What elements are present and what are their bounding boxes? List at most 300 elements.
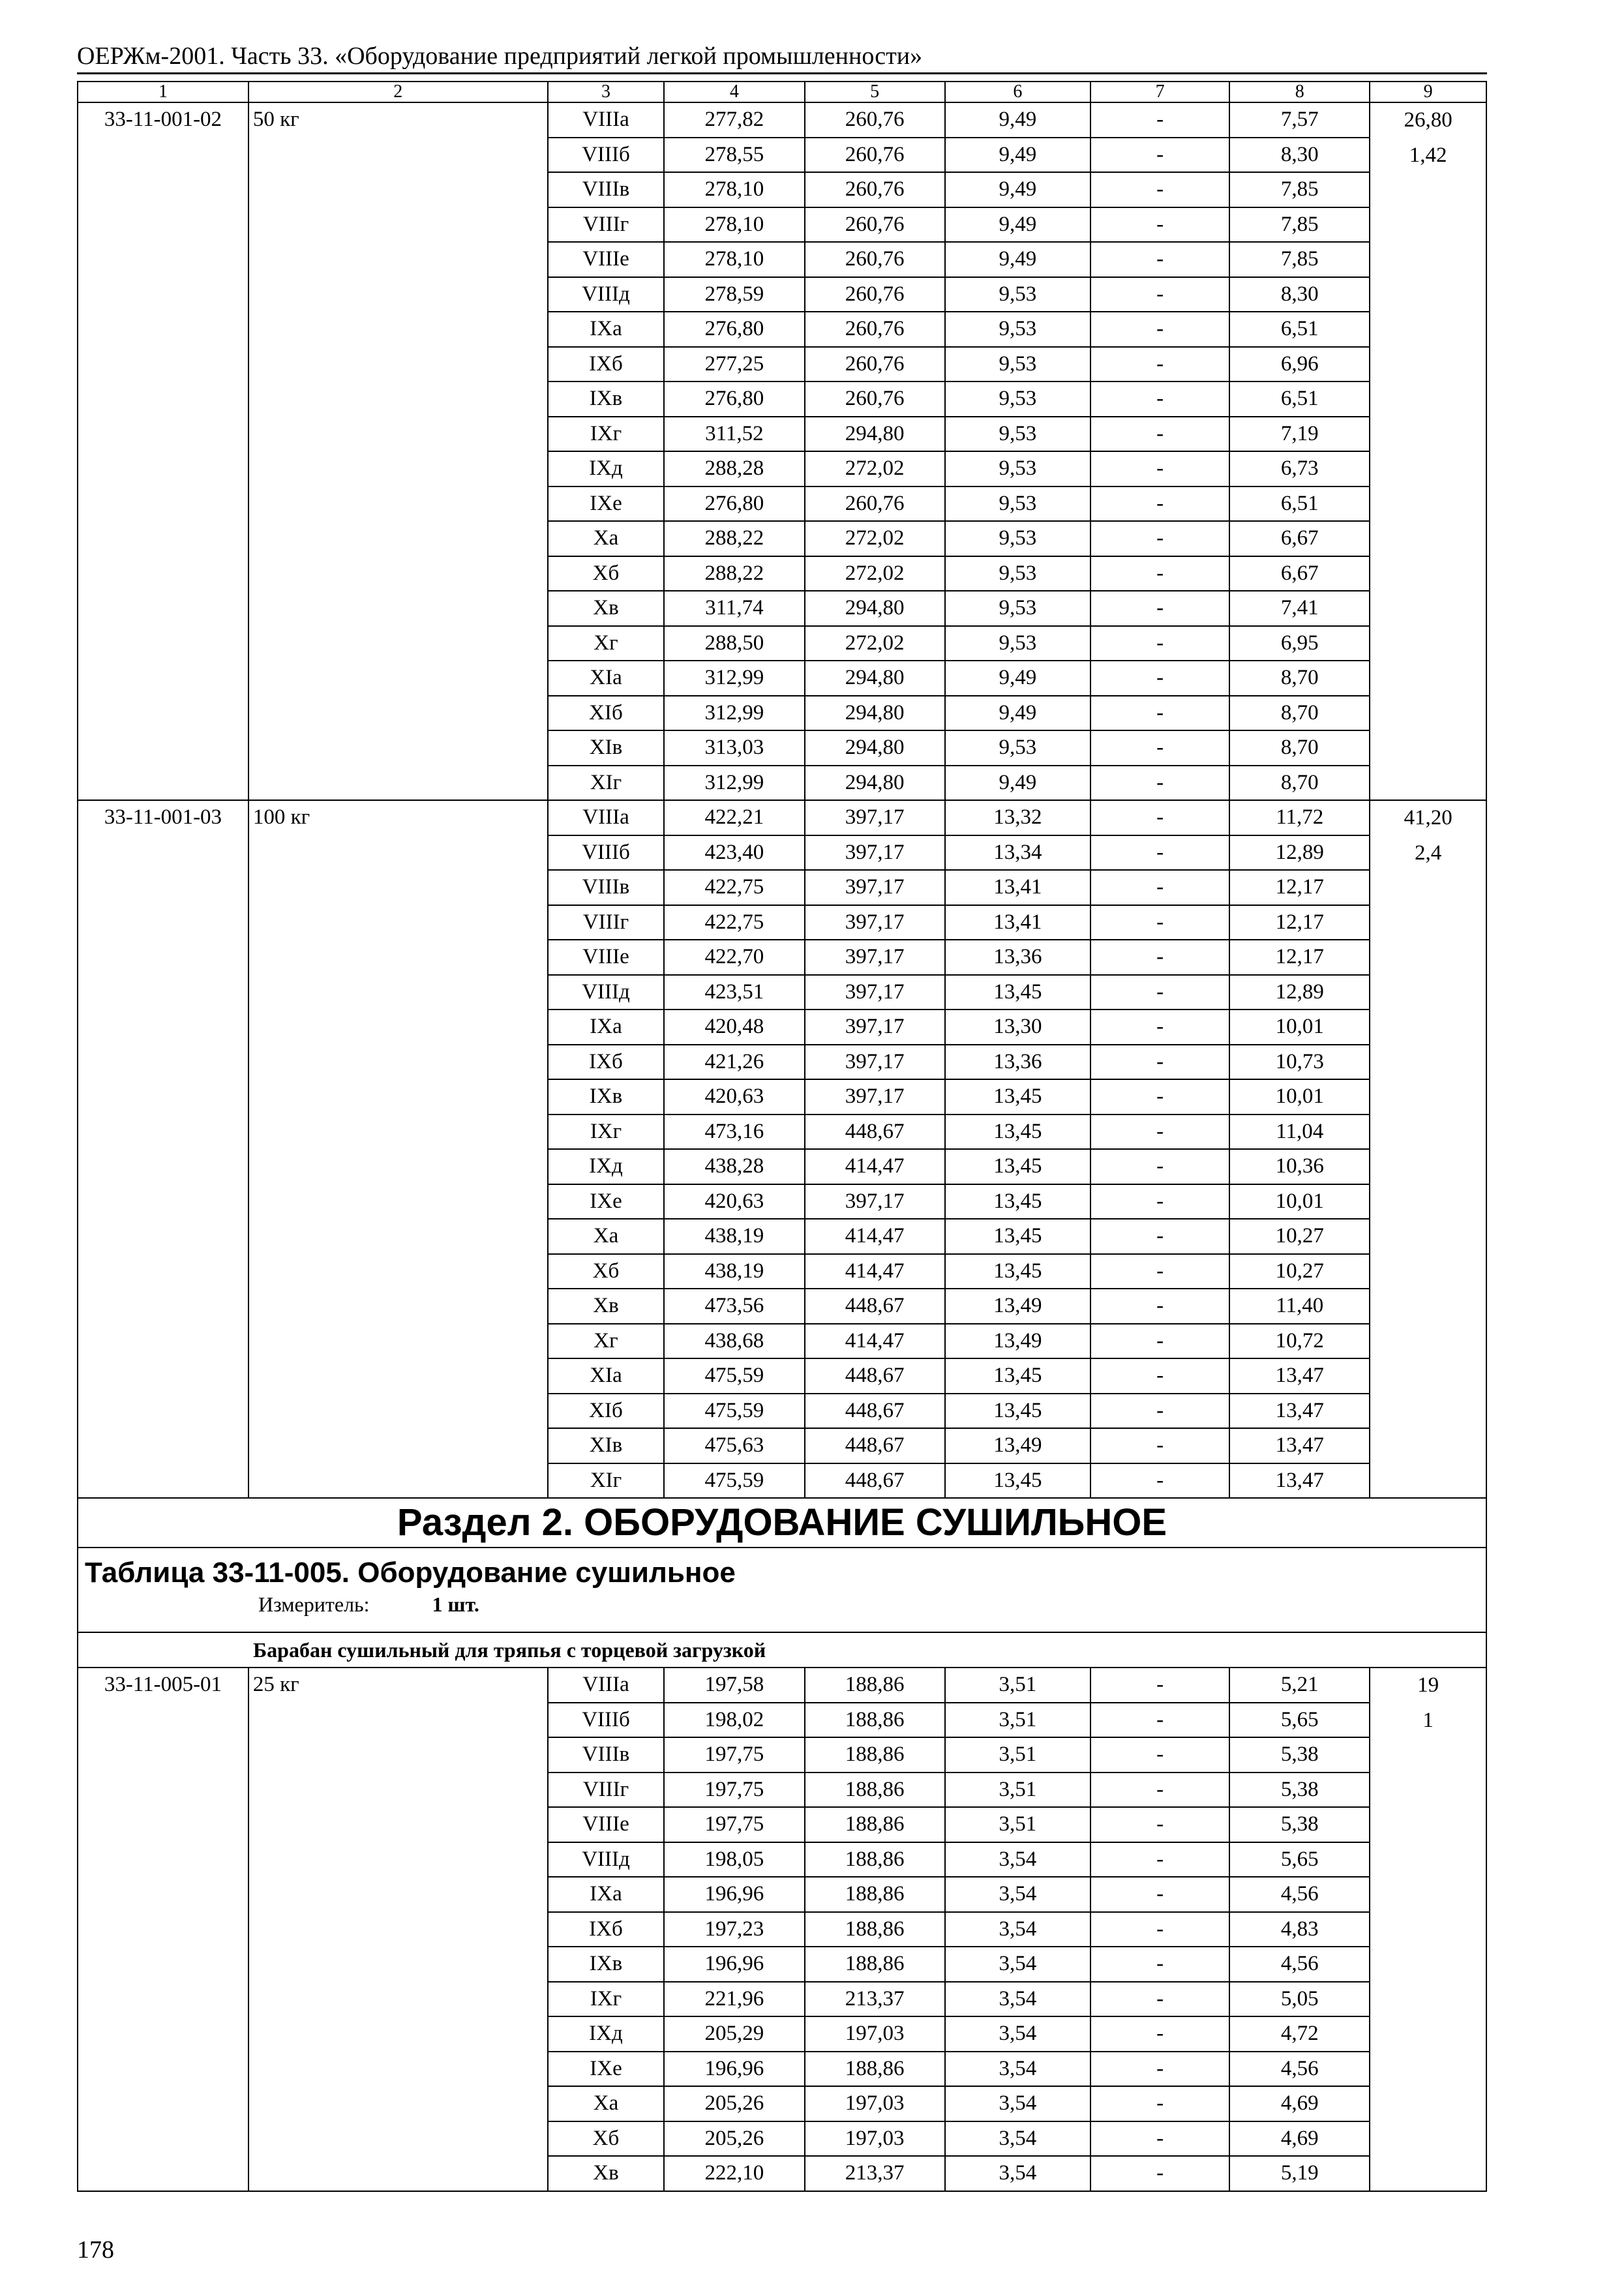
wages-cell: 272,02 — [805, 556, 945, 591]
region-cell: VIIIб — [548, 1703, 665, 1738]
total-cost-cell: 196,96 — [664, 1877, 804, 1912]
total-cost-cell: 438,68 — [664, 1324, 804, 1359]
total-cost-cell: 311,74 — [664, 591, 804, 626]
region-cell: VIIIе — [548, 242, 665, 277]
labor-cell: 10,01 — [1229, 1010, 1370, 1045]
column-number: 1 — [78, 82, 248, 102]
materials-cost-cell: - — [1090, 905, 1229, 940]
wages-cell: 272,02 — [805, 451, 945, 486]
column-number: 3 — [548, 82, 665, 102]
labor-cell: 6,51 — [1229, 382, 1370, 417]
total-cost-cell: 198,02 — [664, 1703, 804, 1738]
column-9-cell — [1370, 102, 1486, 800]
region-cell: Xа — [548, 2086, 665, 2121]
labor-cell: 13,47 — [1229, 1394, 1370, 1429]
column-number: 2 — [248, 82, 548, 102]
total-cost-cell: 422,21 — [664, 800, 804, 835]
machine-cost-cell: 3,51 — [945, 1773, 1090, 1808]
wages-cell: 188,86 — [805, 1668, 945, 1703]
machine-cost-cell: 13,45 — [945, 1115, 1090, 1150]
subheading: Барабан сушильный для тряпья с торцевой загрузкой — [78, 1632, 1486, 1668]
materials-cost-cell: - — [1090, 2052, 1229, 2087]
wages-cell: 188,86 — [805, 1912, 945, 1947]
region-cell: VIIIб — [548, 138, 665, 173]
labor-cell: 5,65 — [1229, 1842, 1370, 1878]
machine-cost-cell: 3,51 — [945, 1668, 1090, 1703]
labor-cell: 12,89 — [1229, 975, 1370, 1010]
labor-cell: 4,69 — [1229, 2086, 1370, 2121]
region-cell: VIIIе — [548, 1807, 665, 1842]
materials-cost-cell: - — [1090, 1737, 1229, 1773]
wages-cell: 213,37 — [805, 2156, 945, 2191]
total-cost-cell: 311,52 — [664, 417, 804, 452]
region-cell: IXе — [548, 1184, 665, 1219]
materials-cost-cell: - — [1090, 1079, 1229, 1115]
machine-cost-cell: 13,45 — [945, 1463, 1090, 1499]
total-cost-cell: 420,63 — [664, 1079, 804, 1115]
region-cell: XIа — [548, 1358, 665, 1394]
materials-cost-cell: - — [1090, 1115, 1229, 1150]
total-cost-cell: 278,10 — [664, 242, 804, 277]
table-body — [78, 82, 1486, 2191]
machine-cost-cell: 3,54 — [945, 1947, 1090, 1982]
wages-cell: 188,86 — [805, 1947, 945, 1982]
machine-cost-cell: 9,53 — [945, 312, 1090, 347]
machine-cost-cell: 13,45 — [945, 1358, 1090, 1394]
materials-cost-cell: - — [1090, 1428, 1229, 1463]
labor-cell: 11,72 — [1229, 800, 1370, 835]
wages-cell: 448,67 — [805, 1428, 945, 1463]
column-number: 4 — [664, 82, 804, 102]
header-rule — [77, 72, 1487, 74]
materials-cost-cell: - — [1090, 766, 1229, 801]
total-cost-cell: 278,59 — [664, 277, 804, 312]
rate-code: 33-11-005-01 — [78, 1668, 248, 2191]
total-cost-cell: 312,99 — [664, 766, 804, 801]
materials-cost-cell: - — [1090, 172, 1229, 207]
column-number: 8 — [1229, 82, 1370, 102]
total-cost-cell: 221,96 — [664, 1982, 804, 2017]
wages-cell: 397,17 — [805, 940, 945, 975]
materials-cost-cell: - — [1090, 1254, 1229, 1289]
region-cell: IXв — [548, 382, 665, 417]
region-cell: IXд — [548, 2016, 665, 2052]
total-cost-cell: 205,29 — [664, 2016, 804, 2052]
materials-cost-cell: - — [1090, 207, 1229, 243]
total-cost-cell: 288,22 — [664, 556, 804, 591]
region-cell: IXа — [548, 1877, 665, 1912]
machine-cost-cell: 13,41 — [945, 905, 1090, 940]
total-cost-cell: 312,99 — [664, 696, 804, 731]
labor-cell: 6,73 — [1229, 451, 1370, 486]
column-9-value: 41,20 — [1404, 806, 1452, 830]
labor-cell: 7,85 — [1229, 207, 1370, 243]
wages-cell: 260,76 — [805, 102, 945, 138]
machine-cost-cell: 9,53 — [945, 382, 1090, 417]
machine-cost-cell: 9,53 — [945, 521, 1090, 556]
wages-cell: 260,76 — [805, 207, 945, 243]
materials-cost-cell: - — [1090, 347, 1229, 382]
machine-cost-cell: 9,49 — [945, 661, 1090, 696]
wages-cell: 188,86 — [805, 1737, 945, 1773]
labor-cell: 7,19 — [1229, 417, 1370, 452]
table-heading-row — [78, 1548, 1486, 1632]
labor-cell: 8,70 — [1229, 730, 1370, 766]
labor-cell: 6,95 — [1229, 626, 1370, 661]
labor-cell: 12,89 — [1229, 835, 1370, 871]
wages-cell: 294,80 — [805, 661, 945, 696]
region-cell: VIIIд — [548, 1842, 665, 1878]
region-cell: IXд — [548, 451, 665, 486]
region-cell: XIб — [548, 1394, 665, 1429]
total-cost-cell: 288,28 — [664, 451, 804, 486]
labor-cell: 13,47 — [1229, 1463, 1370, 1499]
materials-cost-cell: - — [1090, 1289, 1229, 1324]
labor-cell: 6,67 — [1229, 556, 1370, 591]
machine-cost-cell: 3,54 — [945, 1877, 1090, 1912]
labor-cell: 7,85 — [1229, 242, 1370, 277]
column-9-cell — [1370, 800, 1486, 1498]
total-cost-cell: 277,82 — [664, 102, 804, 138]
materials-cost-cell: - — [1090, 1703, 1229, 1738]
labor-cell: 5,38 — [1229, 1773, 1370, 1808]
labor-cell: 4,72 — [1229, 2016, 1370, 2052]
region-cell: VIIIа — [548, 800, 665, 835]
region-cell: Xг — [548, 1324, 665, 1359]
region-cell: XIг — [548, 766, 665, 801]
column-number: 6 — [945, 82, 1090, 102]
machine-cost-cell: 9,53 — [945, 451, 1090, 486]
region-cell: IXг — [548, 1115, 665, 1150]
materials-cost-cell: - — [1090, 1877, 1229, 1912]
machine-cost-cell: 13,45 — [945, 1394, 1090, 1429]
wages-cell: 414,47 — [805, 1149, 945, 1184]
meter-line — [258, 1591, 1479, 1617]
region-cell: VIIIг — [548, 905, 665, 940]
total-cost-cell: 475,59 — [664, 1358, 804, 1394]
labor-cell: 10,73 — [1229, 1045, 1370, 1080]
total-cost-cell: 205,26 — [664, 2086, 804, 2121]
capacity-cell: 50 кг — [248, 102, 548, 800]
total-cost-cell: 438,19 — [664, 1219, 804, 1254]
labor-cell: 7,41 — [1229, 591, 1370, 626]
materials-cost-cell: - — [1090, 1807, 1229, 1842]
wages-cell: 260,76 — [805, 486, 945, 522]
table-row — [78, 102, 1486, 138]
rate-code: 33-11-001-02 — [78, 102, 248, 800]
wages-cell: 397,17 — [805, 1045, 945, 1080]
section-title-row — [78, 1498, 1486, 1548]
machine-cost-cell: 13,30 — [945, 1010, 1090, 1045]
region-cell: XIв — [548, 730, 665, 766]
column-number-row — [78, 82, 1486, 102]
total-cost-cell: 196,96 — [664, 2052, 804, 2087]
materials-cost-cell: - — [1090, 2156, 1229, 2191]
materials-cost-cell: - — [1090, 1463, 1229, 1499]
materials-cost-cell: - — [1090, 975, 1229, 1010]
materials-cost-cell: - — [1090, 1773, 1229, 1808]
materials-cost-cell: - — [1090, 1324, 1229, 1359]
labor-cell: 8,70 — [1229, 661, 1370, 696]
total-cost-cell: 205,26 — [664, 2121, 804, 2157]
materials-cost-cell: - — [1090, 2086, 1229, 2121]
region-cell: VIIIе — [548, 940, 665, 975]
materials-cost-cell: - — [1090, 591, 1229, 626]
total-cost-cell: 198,05 — [664, 1842, 804, 1878]
materials-cost-cell: - — [1090, 1149, 1229, 1184]
labor-cell: 11,04 — [1229, 1115, 1370, 1150]
wages-cell: 397,17 — [805, 870, 945, 905]
capacity-cell: 100 кг — [248, 800, 548, 1498]
materials-cost-cell: - — [1090, 1045, 1229, 1080]
labor-cell: 6,96 — [1229, 347, 1370, 382]
wages-cell: 188,86 — [805, 1807, 945, 1842]
region-cell: Xв — [548, 1289, 665, 1324]
machine-cost-cell: 3,54 — [945, 1842, 1090, 1878]
wages-cell: 414,47 — [805, 1219, 945, 1254]
total-cost-cell: 313,03 — [664, 730, 804, 766]
column-9-value: 2,4 — [1415, 841, 1442, 865]
total-cost-cell: 312,99 — [664, 661, 804, 696]
section-title: Раздел 2. ОБОРУДОВАНИЕ СУШИЛЬНОЕ — [78, 1498, 1486, 1548]
wages-cell: 260,76 — [805, 277, 945, 312]
table-title: Таблица 33-11-005. Оборудование сушильное — [85, 1557, 736, 1589]
materials-cost-cell: - — [1090, 2016, 1229, 2052]
total-cost-cell: 288,50 — [664, 626, 804, 661]
machine-cost-cell: 13,41 — [945, 870, 1090, 905]
region-cell: Xа — [548, 1219, 665, 1254]
materials-cost-cell: - — [1090, 870, 1229, 905]
machine-cost-cell: 3,54 — [945, 1982, 1090, 2017]
machine-cost-cell: 3,54 — [945, 2086, 1090, 2121]
wages-cell: 272,02 — [805, 521, 945, 556]
materials-cost-cell: - — [1090, 940, 1229, 975]
total-cost-cell: 197,23 — [664, 1912, 804, 1947]
labor-cell: 10,72 — [1229, 1324, 1370, 1359]
column-number: 7 — [1090, 82, 1229, 102]
machine-cost-cell: 9,49 — [945, 696, 1090, 731]
total-cost-cell: 473,16 — [664, 1115, 804, 1150]
total-cost-cell: 277,25 — [664, 347, 804, 382]
materials-cost-cell: - — [1090, 1394, 1229, 1429]
machine-cost-cell: 13,36 — [945, 1045, 1090, 1080]
wages-cell: 197,03 — [805, 2016, 945, 2052]
total-cost-cell: 278,55 — [664, 138, 804, 173]
labor-cell: 8,70 — [1229, 696, 1370, 731]
total-cost-cell: 475,59 — [664, 1394, 804, 1429]
wages-cell: 448,67 — [805, 1115, 945, 1150]
labor-cell: 10,01 — [1229, 1184, 1370, 1219]
meter-value: 1 шт. — [432, 1593, 479, 1616]
total-cost-cell: 197,75 — [664, 1773, 804, 1808]
labor-cell: 6,51 — [1229, 312, 1370, 347]
machine-cost-cell: 9,53 — [945, 556, 1090, 591]
region-cell: IXв — [548, 1079, 665, 1115]
machine-cost-cell: 9,49 — [945, 207, 1090, 243]
region-cell: Xб — [548, 1254, 665, 1289]
column-9-value: 1,42 — [1409, 143, 1447, 167]
labor-cell: 5,19 — [1229, 2156, 1370, 2191]
wages-cell: 294,80 — [805, 696, 945, 731]
machine-cost-cell: 13,45 — [945, 975, 1090, 1010]
total-cost-cell: 288,22 — [664, 521, 804, 556]
machine-cost-cell: 13,49 — [945, 1428, 1090, 1463]
total-cost-cell: 421,26 — [664, 1045, 804, 1080]
machine-cost-cell: 13,36 — [945, 940, 1090, 975]
total-cost-cell: 438,19 — [664, 1254, 804, 1289]
materials-cost-cell: - — [1090, 1219, 1229, 1254]
total-cost-cell: 222,10 — [664, 2156, 804, 2191]
machine-cost-cell: 13,45 — [945, 1219, 1090, 1254]
machine-cost-cell: 3,54 — [945, 2016, 1090, 2052]
total-cost-cell: 276,80 — [664, 486, 804, 522]
total-cost-cell: 475,63 — [664, 1428, 804, 1463]
wages-cell: 397,17 — [805, 975, 945, 1010]
wages-cell: 188,86 — [805, 1842, 945, 1878]
region-cell: Xб — [548, 2121, 665, 2157]
wages-cell: 188,86 — [805, 2052, 945, 2087]
wages-cell: 397,17 — [805, 800, 945, 835]
wages-cell: 414,47 — [805, 1324, 945, 1359]
materials-cost-cell: - — [1090, 800, 1229, 835]
materials-cost-cell: - — [1090, 242, 1229, 277]
wages-cell: 294,80 — [805, 591, 945, 626]
total-cost-cell: 438,28 — [664, 1149, 804, 1184]
wages-cell: 260,76 — [805, 138, 945, 173]
page-number: 178 — [77, 2236, 114, 2264]
table-heading — [78, 1548, 1486, 1632]
machine-cost-cell: 13,49 — [945, 1289, 1090, 1324]
column-9-value: 1 — [1422, 1708, 1434, 1732]
column-9-value: 19 — [1417, 1673, 1439, 1697]
region-cell: XIв — [548, 1428, 665, 1463]
machine-cost-cell: 9,49 — [945, 242, 1090, 277]
wages-cell: 294,80 — [805, 417, 945, 452]
region-cell: VIIIд — [548, 277, 665, 312]
table-row — [78, 800, 1486, 835]
machine-cost-cell: 3,51 — [945, 1807, 1090, 1842]
materials-cost-cell: - — [1090, 138, 1229, 173]
region-cell: VIIIг — [548, 207, 665, 243]
labor-cell: 4,56 — [1229, 1877, 1370, 1912]
materials-cost-cell: - — [1090, 835, 1229, 871]
column-number: 5 — [805, 82, 945, 102]
table-row — [78, 1668, 1486, 1703]
wages-cell: 260,76 — [805, 347, 945, 382]
wages-cell: 397,17 — [805, 1079, 945, 1115]
machine-cost-cell: 3,51 — [945, 1737, 1090, 1773]
running-header: ОЕРЖм-2001. Часть 33. «Оборудование предприятий легкой промышленности» — [77, 42, 923, 70]
wages-cell: 188,86 — [805, 1703, 945, 1738]
labor-cell: 7,57 — [1229, 102, 1370, 138]
total-cost-cell: 423,40 — [664, 835, 804, 871]
labor-cell: 12,17 — [1229, 940, 1370, 975]
wages-cell: 294,80 — [805, 766, 945, 801]
materials-cost-cell: - — [1090, 1184, 1229, 1219]
wages-cell: 260,76 — [805, 242, 945, 277]
machine-cost-cell: 13,45 — [945, 1184, 1090, 1219]
region-cell: IXа — [548, 1010, 665, 1045]
region-cell: IXе — [548, 2052, 665, 2087]
wages-cell: 197,03 — [805, 2121, 945, 2157]
total-cost-cell: 475,59 — [664, 1463, 804, 1499]
labor-cell: 10,27 — [1229, 1219, 1370, 1254]
wages-cell: 397,17 — [805, 1184, 945, 1219]
wages-cell: 197,03 — [805, 2086, 945, 2121]
total-cost-cell: 276,80 — [664, 382, 804, 417]
wages-cell: 414,47 — [805, 1254, 945, 1289]
rates-table — [77, 81, 1487, 2192]
total-cost-cell: 422,70 — [664, 940, 804, 975]
total-cost-cell: 473,56 — [664, 1289, 804, 1324]
labor-cell: 10,01 — [1229, 1079, 1370, 1115]
materials-cost-cell: - — [1090, 696, 1229, 731]
machine-cost-cell: 13,45 — [945, 1254, 1090, 1289]
region-cell: XIг — [548, 1463, 665, 1499]
machine-cost-cell: 9,53 — [945, 626, 1090, 661]
labor-cell: 8,70 — [1229, 766, 1370, 801]
machine-cost-cell: 13,45 — [945, 1079, 1090, 1115]
wages-cell: 213,37 — [805, 1982, 945, 2017]
total-cost-cell: 278,10 — [664, 172, 804, 207]
materials-cost-cell: - — [1090, 1358, 1229, 1394]
region-cell: IXг — [548, 1982, 665, 2017]
machine-cost-cell: 9,53 — [945, 347, 1090, 382]
materials-cost-cell: - — [1090, 277, 1229, 312]
wages-cell: 397,17 — [805, 1010, 945, 1045]
materials-cost-cell: - — [1090, 730, 1229, 766]
machine-cost-cell: 9,53 — [945, 486, 1090, 522]
labor-cell: 6,51 — [1229, 486, 1370, 522]
labor-cell: 6,67 — [1229, 521, 1370, 556]
region-cell: IXа — [548, 312, 665, 347]
machine-cost-cell: 13,45 — [945, 1149, 1090, 1184]
machine-cost-cell: 3,51 — [945, 1703, 1090, 1738]
wages-cell: 294,80 — [805, 730, 945, 766]
region-cell: VIIIа — [548, 102, 665, 138]
labor-cell: 4,83 — [1229, 1912, 1370, 1947]
region-cell: VIIIа — [548, 1668, 665, 1703]
materials-cost-cell: - — [1090, 1912, 1229, 1947]
region-cell: VIIIв — [548, 870, 665, 905]
materials-cost-cell: - — [1090, 1010, 1229, 1045]
wages-cell: 260,76 — [805, 172, 945, 207]
materials-cost-cell: - — [1090, 661, 1229, 696]
labor-cell: 12,17 — [1229, 870, 1370, 905]
labor-cell: 4,56 — [1229, 1947, 1370, 1982]
wages-cell: 188,86 — [805, 1773, 945, 1808]
materials-cost-cell: - — [1090, 102, 1229, 138]
materials-cost-cell: - — [1090, 521, 1229, 556]
labor-cell: 10,36 — [1229, 1149, 1370, 1184]
machine-cost-cell: 9,49 — [945, 102, 1090, 138]
machine-cost-cell: 3,54 — [945, 1912, 1090, 1947]
region-cell: IXб — [548, 347, 665, 382]
labor-cell: 4,56 — [1229, 2052, 1370, 2087]
machine-cost-cell: 13,49 — [945, 1324, 1090, 1359]
wages-cell: 448,67 — [805, 1394, 945, 1429]
column-number: 9 — [1370, 82, 1486, 102]
labor-cell: 5,21 — [1229, 1668, 1370, 1703]
wages-cell: 260,76 — [805, 382, 945, 417]
region-cell: Xв — [548, 2156, 665, 2191]
region-cell: IXб — [548, 1912, 665, 1947]
machine-cost-cell: 13,32 — [945, 800, 1090, 835]
materials-cost-cell: - — [1090, 556, 1229, 591]
wages-cell: 448,67 — [805, 1289, 945, 1324]
region-cell: VIIIв — [548, 1737, 665, 1773]
wages-cell: 448,67 — [805, 1358, 945, 1394]
